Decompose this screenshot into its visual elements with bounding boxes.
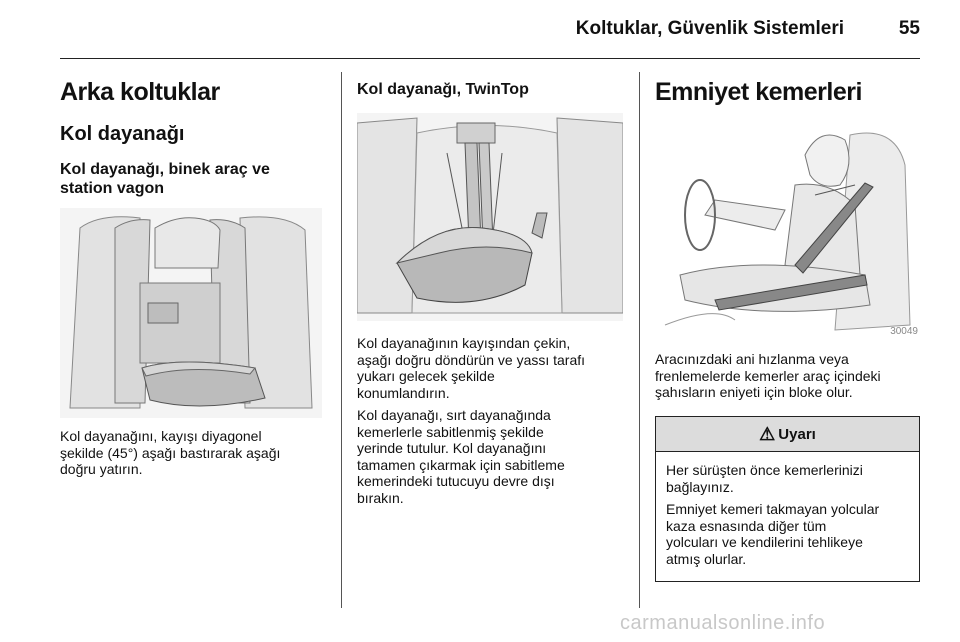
heading-armrest-twintop: Kol dayanağı, TwinTop	[357, 81, 529, 98]
section-heading-rear-seats: Arka koltuklar	[60, 78, 220, 106]
watermark: carmanualsonline.info	[620, 612, 826, 634]
column-3	[655, 70, 920, 401]
header-title: Koltuklar, Güvenlik Sistemleri	[575, 18, 844, 39]
figure-number: 30049	[890, 326, 918, 337]
column-1	[60, 70, 322, 478]
armrest-sedan-text: Kol dayanağını, kayışı diyagonel şekilde (45°) aşağı bastırarak aşağı doğru yatırın.	[60, 428, 281, 477]
warning-triangle-icon: ⚠	[759, 423, 776, 444]
column-2	[357, 70, 625, 506]
section-heading-seat-belts: Emniyet kemerleri	[655, 78, 862, 106]
armrest-sedan-illustration	[60, 208, 322, 418]
warning-header	[656, 417, 919, 452]
seat-belt-illustration	[655, 125, 920, 337]
subsubheading-armrest-sedan: Kol dayanağı, binek araç ve station vagon	[60, 161, 270, 197]
armrest-twintop-text-2: Kol dayanağı, sırt dayanağında kemerlerle sabitlenmiş şekilde yerinde tutulur. Kol dayanağını tamamen çıkarmak için sabitleme kemerindeki tutucuyu devre dışı bırakın.	[357, 407, 565, 506]
subheading-armrest: Kol dayanağı	[60, 123, 185, 145]
column-divider-2	[639, 72, 640, 608]
seat-belts-text: Aracınızdaki ani hızlanma veya frenlemelerde kemerler araç içindeki şahısların eniyeti için bloke olur.	[655, 351, 881, 400]
warning-body: Her sürüşten önce kemerlerinizi bağlayınız. Emniyet kemeri takmayan yolcular kaza esnasında diğer tüm yolcuları ve kendilerini tehlikeye atmış olurlar.	[666, 462, 880, 567]
warning-box	[655, 416, 920, 582]
armrest-twintop-text-1: Kol dayanağının kayışından çekin, aşağı doğru döndürün ve yassı tarafı yukarı gelecek şekilde konumlandırın.	[357, 335, 586, 401]
header-rule	[60, 58, 920, 59]
column-divider-1	[341, 72, 342, 608]
armrest-twintop-illustration	[357, 113, 625, 321]
page-number: 55	[898, 18, 920, 39]
warning-title: Uyarı	[778, 425, 816, 443]
